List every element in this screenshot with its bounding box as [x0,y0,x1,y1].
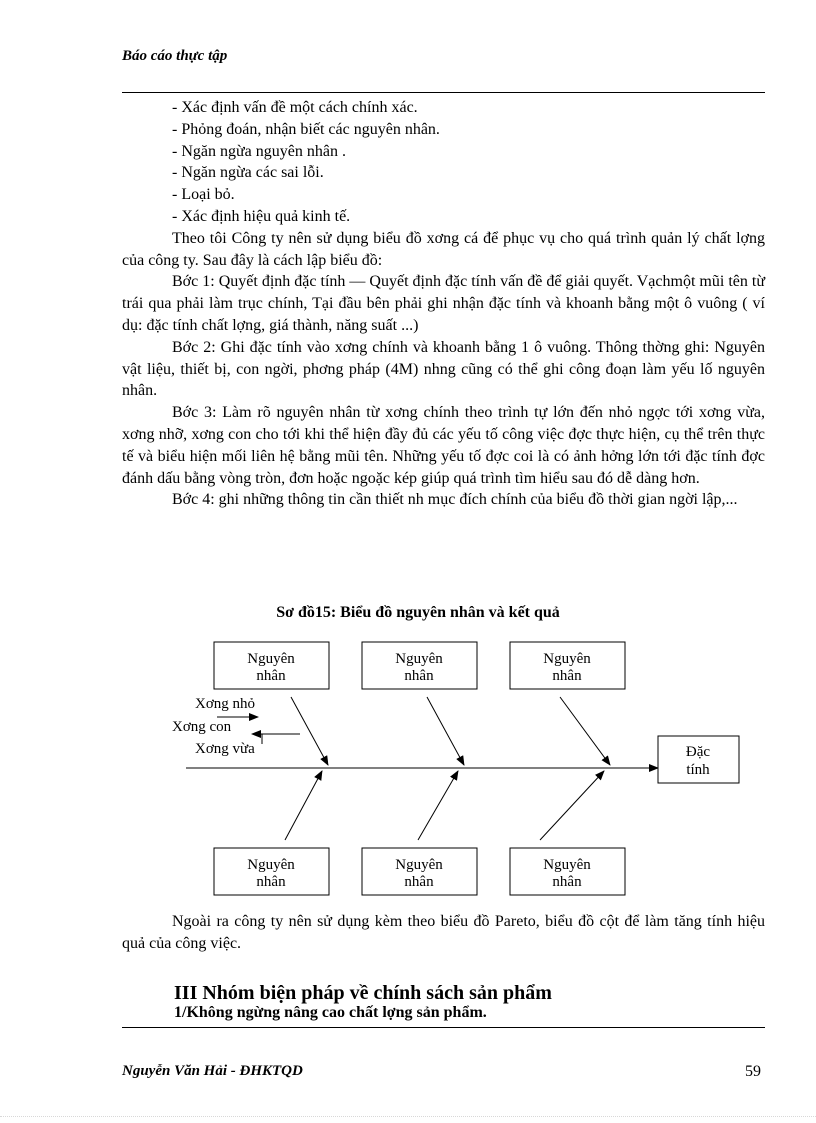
diagram-caption: Sơ đồ15: Biểu đồ nguyên nhân và kết quả [276,604,560,621]
paragraph: Theo tôi Công ty nên sử dụng biểu đồ xơng cá để phục vụ cho quá trình quản lý chất lợng của công ty. Sau đây là cách lập biểu đồ: [122,229,765,269]
bone-top-1 [291,697,328,765]
bone-small-label: Xơng nhỏ [195,696,256,712]
bone-bottom-1 [285,771,322,840]
cause-label-line2: nhân [404,668,434,684]
bone-child-label: Xơng con [172,719,232,735]
bone-top-2 [427,697,464,765]
cause-label-line1: Nguyên [247,857,295,873]
footer-author: Nguyễn Văn Hải - ĐHKTQD [122,1063,303,1079]
bone-medium-label: Xơng vừa [195,741,255,757]
bone-bottom-2 [418,771,458,840]
subsection-title: 1/Không ngừng nâng cao chất lợng sản phẩm. [174,1004,487,1021]
footer-rule [122,1027,765,1028]
bullet-item: - Ngăn ngừa các sai lỗi. [172,164,324,182]
effect-label-line1: Đặc [685,744,711,760]
bullet-item: - Xác định hiệu quả kinh tế. [172,207,351,225]
page-number: 59 [745,1063,761,1080]
paragraph: Bớc 1: Quyết định đặc tính — Quyết định đặc tính vấn đề để giải quyết. Vạchmột mũi tên từ trái qua phải làm trục chính, Tại đầu bên phải ghi nhận đặc tính và khoanh bằng một ô vuông ( ví dụ: đặc tính chất lợng, giá thành, năng suất ...) [122,273,765,334]
bullet-item: - Xác định vấn đề một cách chính xác. [172,99,418,116]
cause-top-3 [510,642,625,689]
cause-label-line1: Nguyên [543,857,591,873]
cause-label-line1: Nguyên [395,857,443,873]
cause-label-line2: nhân [552,668,582,684]
bullet-item: - Loại bỏ. [172,186,235,204]
page-bottom-border [0,1116,816,1117]
cause-top-1 [214,642,329,689]
cause-label-line1: Nguyên [395,651,443,667]
after-text [122,911,765,955]
cause-label-line2: nhân [256,874,286,890]
cause-bottom-3 [510,848,625,895]
cause-label-line2: nhân [256,668,286,684]
bone-bottom-3 [540,771,604,840]
cause-top-2 [362,642,477,689]
cause-label-line2: nhân [552,874,582,890]
section-title: III Nhóm biện pháp về chính sách sản phẩm [174,982,552,1004]
cause-bottom-2 [362,848,477,895]
paragraph: Bớc 2: Ghi đặc tính vào xơng chính và khoanh bằng 1 ô vuông. Thông thờng ghi: Nguyên vật liệu, thiết bị, con ngời, phơng pháp (4M) nhng cũng có thể ghi công đoạn làm yếu lố nguyên nhân. [122,338,765,400]
page-header-title: Báo cáo thực tập [122,48,228,64]
bullet-item: - Ngăn ngừa nguyên nhân . [172,142,346,160]
paragraph: Bớc 3: Làm rõ nguyên nhân từ xơng chính theo trình tự lớn đến nhỏ ngợc tới xơng vừa, xơng nhỡ, xơng con cho tới khi thể hiện đầy đủ các yếu tố công việc đợc thực hiện, cụ thể trên thực tế và biểu hiện mối liên hệ bằng mũi tên. Những yếu tố đợc coi là có ảnh hởng lớn tới đặc tính đợc đánh dấu bằng vòng tròn, đơn hoặc ngoặc kép giúp quá trình tìm hiểu sau đó dễ dàng hơn. [122,404,765,487]
paragraph: Bớc 4: ghi những thông tin cần thiết nh mục đích chính của biểu đồ thời gian ngời lập,... [172,491,738,509]
cause-bottom-1 [214,848,329,895]
bone-top-3 [560,697,610,765]
cause-label-line1: Nguyên [543,651,591,667]
cause-label-line1: Nguyên [247,651,295,667]
paragraph: Ngoài ra công ty nên sử dụng kèm theo biểu đồ Pareto, biểu đồ cột để làm tăng tính hiệu quả của công việc. [122,913,765,952]
cause-label-line2: nhân [404,874,434,890]
bullet-item: - Phỏng đoán, nhận biết các nguyên nhân. [172,120,440,138]
effect-label-line2: tính [686,762,710,778]
